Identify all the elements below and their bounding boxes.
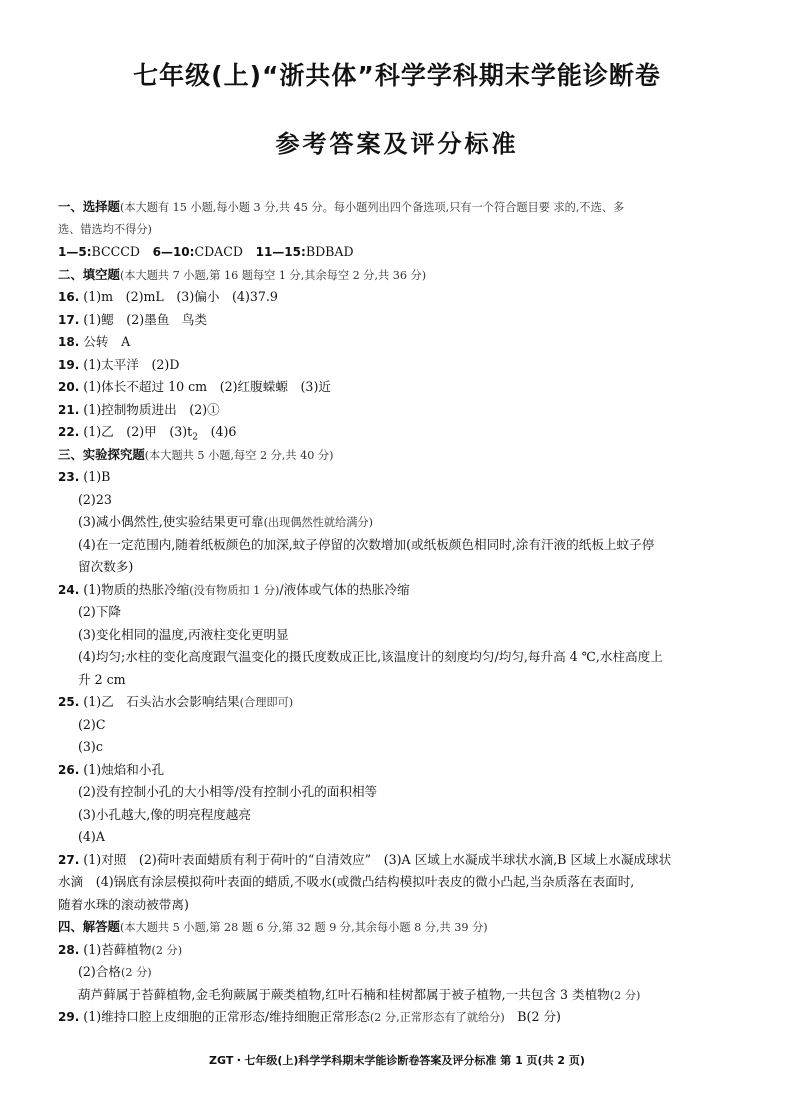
section-header: 二、填空题(本大题共 7 小题,第 16 题每空 1 分,其余每空 2 分,共 36 分) [58,266,427,282]
answer-line: 25. (1)乙 石头沾水会影响结果(合理即可) [58,694,294,709]
answer-line: 22. (1)乙 (2)甲 $(3)t_2$ (4)6 [58,424,237,443]
page-footer: ZGT・七年级(上)科学学科期末学能诊断卷答案及评分标准 第 1 页(共 2 页) [209,1054,585,1067]
answer-line: 17. (1)鳃 (2)墨鱼 鸟类 [58,311,208,327]
answer-line: (2)合格(2 分) [78,964,152,979]
answer-line: (2)C [78,716,106,732]
answer-line: (3)变化相同的温度,丙液柱变化更明显 [78,626,289,642]
section-note: 选、错选均不得分) [58,222,152,236]
answer-line: 18. 公转 A [58,334,131,349]
answer-line: 29. (1)维持口腔上皮细胞的正常形态/维持细胞正常形态(2 分,正常形态有了就给分) B(2 分) [58,1009,561,1024]
multiple-choice-answers: 1—5:BCCCD 6—10:CDACD 11—15:BDBAD [58,244,354,259]
page-subtitle: 参考答案及评分标准 [275,130,519,158]
answer-line: (2)下降 [78,604,122,619]
answer-line: (3)c [78,739,103,754]
answer-line: 24. (1)物质的热胀冷缩(没有物质扣 1 分)/液体或气体的热胀冷缩 [58,581,410,597]
answer-line: (4)A [78,829,105,844]
answer-line: 28. (1)苔藓植物(2 分) [58,941,183,957]
answer-line: 升 2 cm [78,671,126,687]
answer-line: 随着水珠的滚动被带离) [58,896,189,912]
answer-body [58,196,738,1029]
answer-line: (4)在一定范围内,随着纸板颜色的加深,蚊子停留的次数增加(或纸板颜色相同时,涂有汗液的纸板上蚊子停 [78,536,655,552]
answer-line: 留次数多) [78,559,134,574]
answer-line: (2)没有控制小孔的大小相等/没有控制小孔的面积相等 [78,784,378,799]
answer-line: 葫芦藓属于苔藓植物,金毛狗蕨属于蕨类植物,红叶石楠和桂树都属于被子植物,一共包含 3 类植物(2 分) [78,986,641,1002]
section-header: 一、选择题(本大题有 15 小题,每小题 3 分,共 45 分。每小题列出四个备选项,只有一个符合题目要 求的,不选、多 [58,199,625,214]
answer-line: 21. (1)控制物质进出 (2)① [58,401,220,417]
answer-line: 水滴 (4)锅底有涂层模拟荷叶表面的蜡质,不吸水(或微凸结构模拟叶表皮的微小凸起,当杂质落在表面时, [58,874,635,889]
answer-line: (3)小孔越大,像的明亮程度越亮 [78,806,251,822]
section-header: 四、解答题(本大题共 5 小题,第 28 题 6 分,第 32 题 9 分,其余每小题 8 分,共 39 分) [58,919,488,934]
answer-line: 27. (1)对照 (2)荷叶表面蜡质有利于荷叶的“自清效应” (3)A 区域上水凝成半球状水滴,B 区域上水凝成球状 [58,851,672,867]
answer-line: 23. (1)B [58,469,111,484]
page-title: 七年级(上)“浙共体”科学学科期末学能诊断卷 [133,61,661,90]
answer-line: 20. (1)体长不超过 10 cm (2)红腹蝾螈 (3)近 [58,379,331,394]
answer-line: 16. (1)m (2)mL (3)偏小 (4)37.9 [58,289,278,304]
answer-line: 26. (1)烛焰和小孔 [58,761,165,777]
answer-line: (2)23 [78,491,112,507]
section-header: 三、实验探究题(本大题共 5 小题,每空 2 分,共 40 分) [58,446,334,462]
answer-line: (4)均匀;水柱的变化高度跟气温变化的摄氏度数成正比,该温度计的刻度均匀/均匀,每升高 4 ℃,水柱高度上 [78,649,663,664]
answer-line: (3)减小偶然性,使实验结果更可靠(出现偶然性就给满分) [78,514,373,529]
answer-line: 19. (1)太平洋 (2)D [58,356,180,372]
